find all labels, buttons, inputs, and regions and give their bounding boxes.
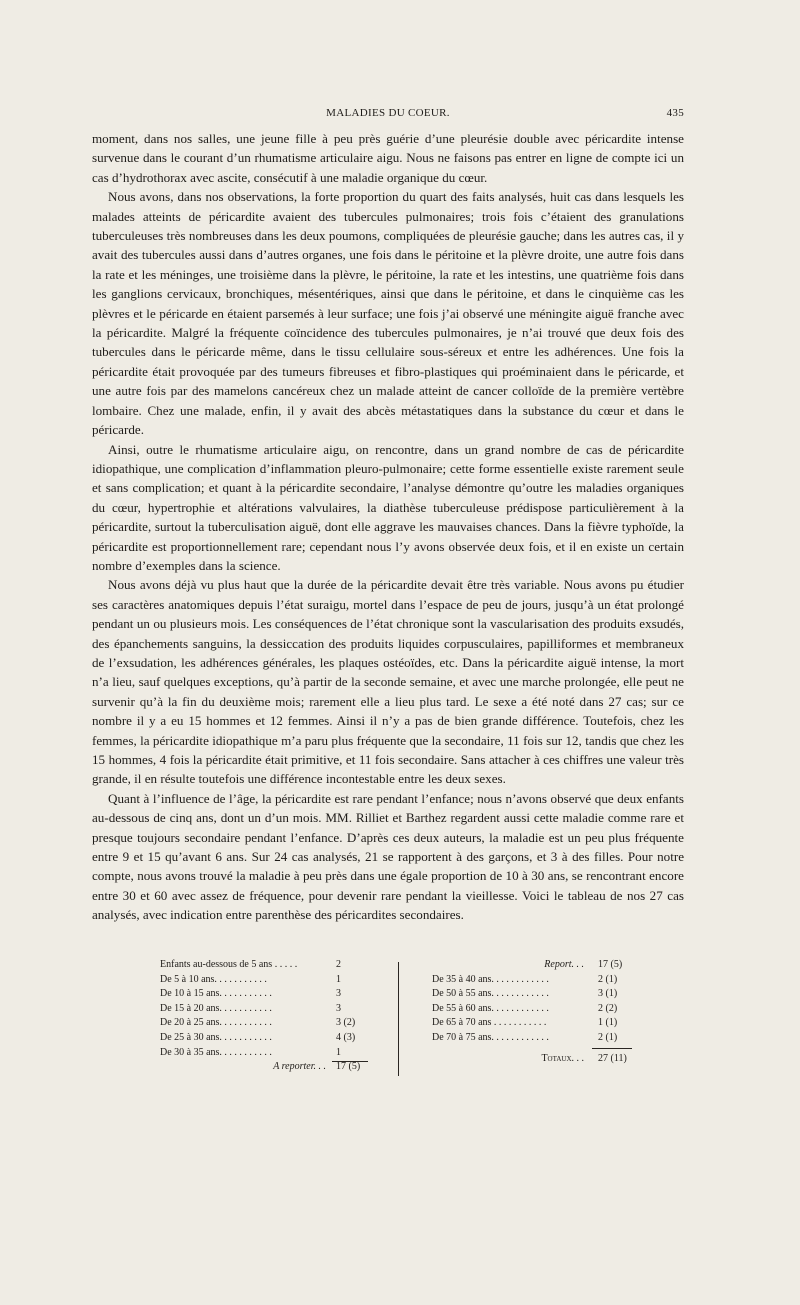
carried-value: 17 (5)	[598, 959, 623, 970]
row-value: 2	[336, 959, 341, 970]
row-label: De 25 à 30 ans. . . . . . . . . . .	[160, 1031, 272, 1043]
table-row	[432, 1002, 632, 1017]
row-value: 2 (2)	[598, 1002, 618, 1014]
paragraph-tubercles: Nous avons, dans nos observations, la forte proportion du quart des faits analysés, huit cas dans lesquels les malades atteints de péricardite avaient des tubercules pulmonaires; trois fois c’étaient des granulations tuberculeuses très nombreuses dans les deux poumons, compliquées de pleurésie gauche; dans les autres cas, il y avait des tubercules aussi dans d’autres organes, une fois dans le péritoine et la plèvre droite, une autre fois dans la rate et les méninges, une troisième dans la plèvre, le péritoine, la rate et les intestins, une quatrième fois dans les ganglions cervicaux, bronchiques, mésentériques, ainsi que dans le péritoine, et dans le cinquième cas les plèvres et le péricarde en étaient parsemés à leur surface; une fois j’ai observé une méningite aiguë franche avec la péricardite. Malgré la fréquente coïncidence des tubercules pulmonaires, je n’ai trouvé que deux fois des tubercules dans le péricarde même, dans le tissu cellulaire sous-séreux et entre les adhérences. Une fois la péricardite était provoquée par des tumeurs fibreuses et fibro-plastiques qui proéminaient dans le péricarde, et une autre fois par des mamelons cancéreux chez un malade atteint de cancer colloïde de la première vertèbre lombaire. Chez une malade, enfin, il y avait des abcès métastatiques dans la substance du cœur et dans le péricarde.	[92, 189, 684, 438]
age-table-right-column	[432, 958, 632, 1066]
total-rule	[592, 1048, 632, 1049]
row-label: De 35 à 40 ans. . . . . . . . . . . .	[432, 973, 549, 985]
paragraph-duration-sex: Nous avons déjà vu plus haut que la durée de la péricardite devait être très variable. Nous avons pu étudier ses caractères anatomiques depuis l’état suraigu, mortel dans l’espace de peu de jours, jusqu’à un état prolongé pendant un ou plusieurs mois. Les conséquences de l’état chronique sont la vascularisation des produits exsudés, des épanchements sanguins, la dessiccation des produits liquides corpusculaires, papilliformes et membraneux de l’exsudation, les adhérences générales, les plaques ostéoïdes, etc. Dans la péricardite aiguë intense, la mort n’a lieu, sauf quelques exceptions, qu’à partir de la seconde semaine, et avec une marche prolongée, elle peut ne survenir qu’à la fin du deuxième mois; rarement elle a lieu plus tard. Le sexe a été noté dans 27 cas; sur ce nombre il y a eu 15 hommes et 12 femmes. Ainsi il n’y a pas de bien grande différence. Toutefois, chez les femmes, la péricardite idiopathique m’a paru plus fréquente que la secondaire, 11 fois sur 12, tandis que chez les 15 hommes, 4 fois la péricardite était primitive, et 11 fois secondaire. Sans attacher à ces chiffres une valeur très grande, il en résulte toutefois une différence incontestable entre les deux sexes.	[92, 577, 684, 787]
column-divider	[398, 962, 399, 1076]
row-label: Enfants au-dessous de 5 ans . . . . .	[160, 959, 298, 970]
paragraph-complications: Ainsi, outre le rhumatisme articulaire aigu, on rencontre, dans un grand nombre de cas de péricardite idiopathique, une complication d’inflammation pleuro-pulmonaire; cette forme essentielle existe rarement seule et sans complication; et quant à la péricardite secondaire, l’analyse démontre qu’outre les maladies organiques du cœur, hypertrophie et altérations valvulaires, la diathèse tuberculeuse prédispose particulièrement à la péricardite, surtout la tuberculisation aiguë, dont elle aggrave les mauvaises chances. Dans la fièvre typhoïde, la péricardite est proportionnellement rare; cependant nous l’y avons observée deux fois, et il en existe un certain nombre d’exemples dans la science.	[92, 441, 684, 573]
age-distribution-table	[160, 958, 630, 1078]
carried-label: Report. . .	[544, 959, 584, 970]
table-row	[160, 958, 370, 973]
row-value: 4 (3)	[336, 1031, 356, 1043]
row-value: 1 (1)	[598, 1017, 618, 1029]
row-label: De 20 à 25 ans. . . . . . . . . . .	[160, 1017, 272, 1029]
row-value: 2 (1)	[598, 973, 618, 985]
row-value: 3	[336, 1002, 341, 1014]
row-label: De 55 à 60 ans. . . . . . . . . . . .	[432, 1002, 549, 1014]
table-row	[432, 987, 632, 1002]
table-row	[160, 1031, 370, 1046]
row-label: De 15 à 20 ans. . . . . . . . . . .	[160, 1002, 272, 1014]
paragraph-continuation: moment, dans nos salles, une jeune fille à peu près guérie d’une pleurésie double avec péricardite intense survenue dans le courant d’un rhumatisme articulaire aigu. Nous ne faisons pas entrer en ligne de compte ici un cas d’hydrothorax avec ascite, consécutif à une maladie organique du cœur.	[92, 131, 684, 185]
subtotal-value: 17 (5)	[336, 1061, 361, 1073]
table-row	[160, 973, 370, 988]
running-head	[92, 107, 684, 123]
row-label: De 30 à 35 ans. . . . . . . . . . .	[160, 1046, 272, 1058]
table-row-carried	[432, 958, 632, 973]
row-label: De 10 à 15 ans. . . . . . . . . . .	[160, 988, 272, 1000]
row-value: 2 (1)	[598, 1031, 618, 1043]
table-row	[432, 1031, 632, 1046]
table-row-subtotal	[160, 1060, 370, 1075]
table-row	[432, 1016, 632, 1031]
total-label: Totaux. . .	[541, 1052, 584, 1064]
row-label: De 50 à 55 ans. . . . . . . . . . . .	[432, 988, 549, 1000]
table-row	[160, 1002, 370, 1017]
page-number: 435	[666, 107, 684, 119]
paragraph-age: Quant à l’influence de l’âge, la péricardite est rare pendant l’enfance; nous n’avons observé que deux enfants au-dessous de cinq ans, dont un d’un mois. MM. Rilliet et Barthez regardent aussi cette maladie comme rare et presque toujours secondaire pendant l’enfance. D’après ces deux auteurs, la maladie est un peu plus fréquente entre 9 et 15 qu’avant 6 ans. Sur 24 cas analysés, 21 se rapportent à des garçons, et 3 à des filles. Pour notre compte, nous avons trouvé la maladie à peu près dans une égale proportion de 10 à 30 ans, se rencontrant encore entre 30 et 60 avec assez de fréquence, pour devenir rare pendant la vieillesse. Voici le tableau de nos 27 cas analysés, avec indication entre parenthèse des péricardites secondaires.	[92, 790, 684, 923]
age-table-left-column	[160, 958, 370, 1075]
body-text	[92, 129, 684, 925]
table-row	[432, 973, 632, 988]
table-row	[160, 1016, 370, 1031]
row-label: De 65 à 70 ans . . . . . . . . . . .	[432, 1017, 547, 1029]
total-value: 27 (11)	[598, 1052, 627, 1064]
running-title: MALADIES DU COEUR.	[326, 107, 450, 119]
table-row	[160, 987, 370, 1002]
row-value: 3 (2)	[336, 1017, 356, 1029]
row-label: De 5 à 10 ans. . . . . . . . . . .	[160, 973, 267, 985]
subtotal-label: A reporter. . .	[273, 1061, 326, 1073]
row-label: De 70 à 75 ans. . . . . . . . . . . .	[432, 1031, 549, 1043]
row-value: 1	[336, 1046, 341, 1058]
table-row-total	[432, 1052, 632, 1067]
table-row	[160, 1046, 370, 1061]
row-value: 1	[336, 973, 341, 985]
row-value: 3 (1)	[598, 988, 618, 1000]
row-value: 3	[336, 988, 341, 1000]
